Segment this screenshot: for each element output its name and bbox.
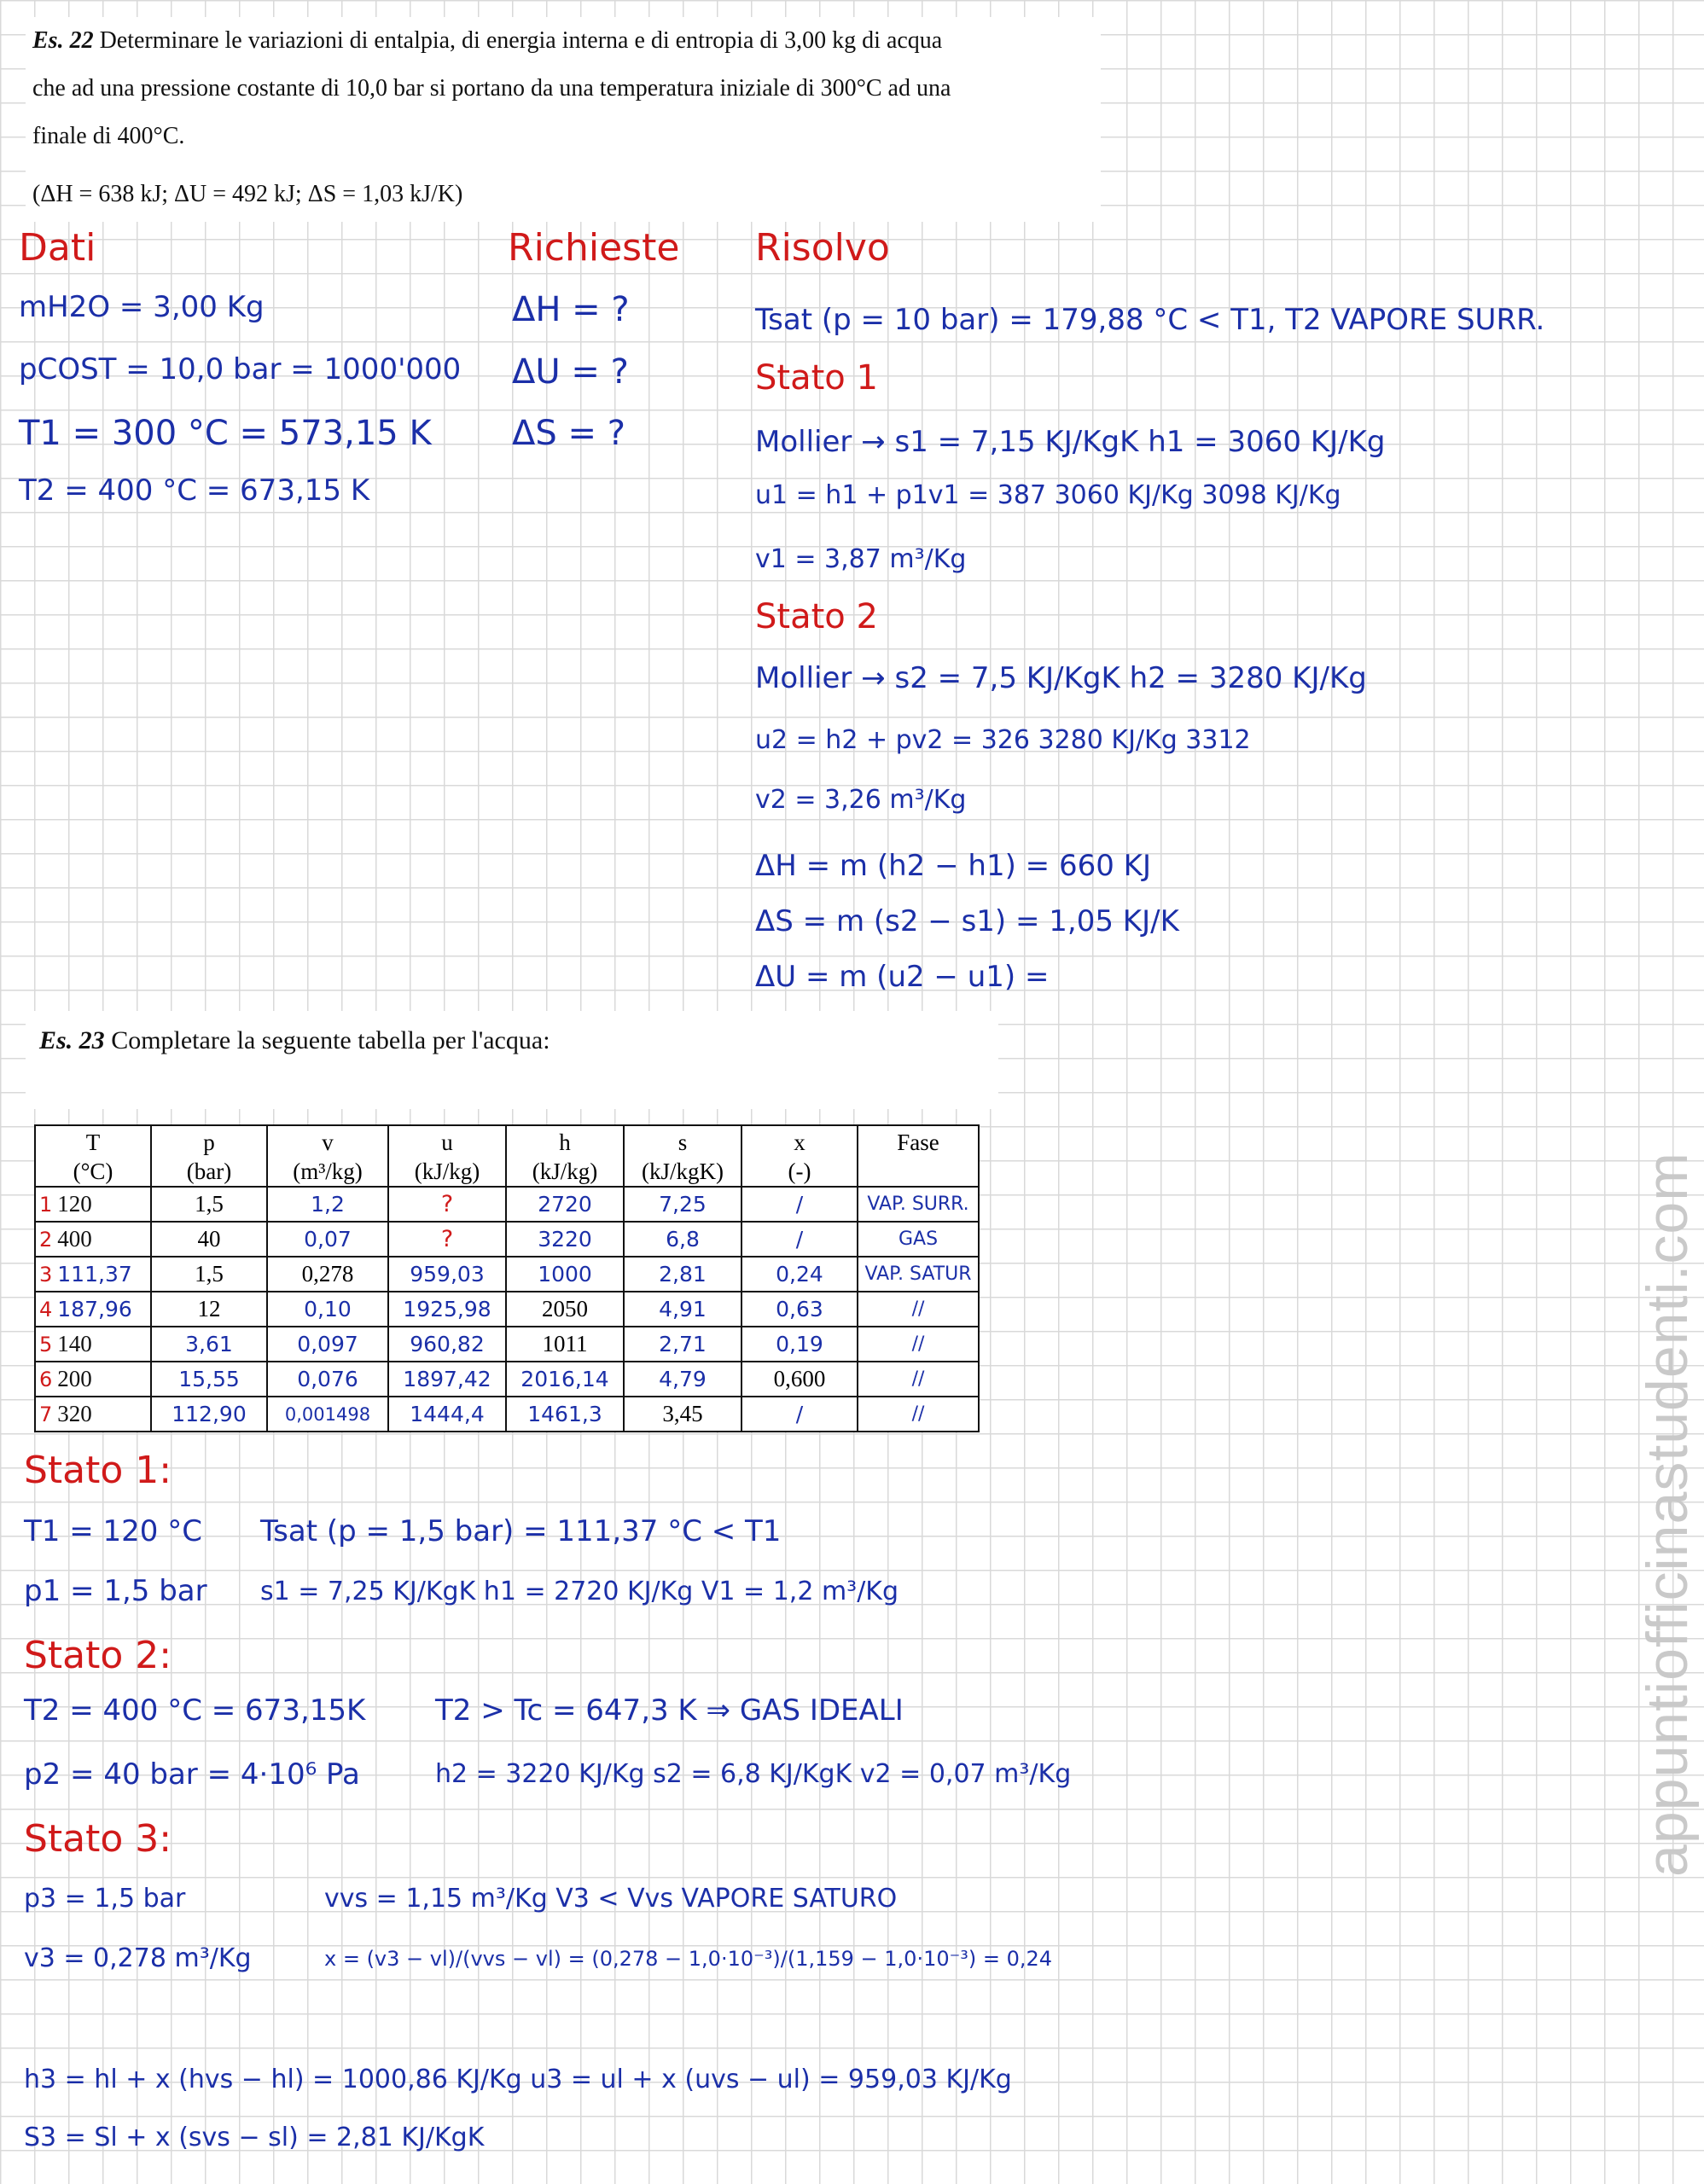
exercise-22-line-3: finale di 400°C. [32,123,185,149]
cell-p: 1,5 [151,1187,267,1222]
cell-u: 1897,42 [388,1362,506,1397]
sol23-stato-3-bottom-1: h3 = hl + x (hvs − hl) = 1000,86 KJ/Kg u3 = ul + x (uvs − ul) = 959,03 KJ/Kg [24,2065,1012,2094]
cell-s: 3,45 [624,1397,742,1432]
cell-x: / [742,1222,858,1257]
delta-h-line: ΔH = m (h2 − h1) = 660 KJ [755,849,1151,883]
cell-h: 2050 [506,1292,624,1327]
cell-s: 4,79 [624,1362,742,1397]
sol23-stato-1-right-1: Tsat (p = 1,5 bar) = 111,37 °C < T1 [260,1514,782,1548]
cell-fase: VAP. SURR. [858,1187,979,1222]
sol23-stato-1-right-2: s1 = 7,25 KJ/KgK h1 = 2720 KJ/Kg V1 = 1,2 m³/Kg [260,1577,899,1606]
richieste-line-3: ΔS = ? [512,414,625,453]
cell-h: 2016,14 [506,1362,624,1397]
cell-h: 1461,3 [506,1397,624,1432]
table-row [35,1257,979,1292]
richieste-line-1: ΔH = ? [512,290,630,329]
water-properties-table [34,1124,980,1432]
exercise-22-block [26,17,1101,222]
cell-x: 0,600 [742,1362,858,1397]
sol23-stato-1-line-2: p1 = 1,5 bar [24,1574,207,1608]
richieste-line-2: ΔU = ? [512,352,629,392]
cell-h: 1011 [506,1327,624,1362]
cell-u: 959,03 [388,1257,506,1292]
cell-u: 1925,98 [388,1292,506,1327]
stato-2-line-2: u2 = h2 + pv2 = 326 3280 KJ/Kg 3312 [755,725,1251,755]
cell-T: 5 140 [35,1327,151,1362]
cell-s: 2,81 [624,1257,742,1292]
properties-table [34,1124,980,1432]
sol23-stato-2-right-2: h2 = 3220 KJ/Kg s2 = 6,8 KJ/KgK v2 = 0,07 m³/Kg [435,1759,1072,1789]
cell-v: 0,097 [267,1327,388,1362]
stato-1-line-1: Mollier → s1 = 7,15 KJ/KgK h1 = 3060 KJ/Kg [755,425,1386,459]
stato-1-line-2: u1 = h1 + p1v1 = 387 3060 KJ/Kg 3098 KJ/Kg [755,480,1341,510]
sol23-stato-1-heading: Stato 1: [24,1449,172,1492]
delta-s-line: ΔS = m (s2 − s1) = 1,05 KJ/K [755,904,1179,938]
sol23-stato-2-line-2: p2 = 40 bar = 4·10⁶ Pa [24,1757,360,1792]
table-header-row [35,1125,979,1187]
header-T: T (°C) [35,1125,151,1187]
cell-T: 4 187,96 [35,1292,151,1327]
cell-p: 1,5 [151,1257,267,1292]
cell-h: 2720 [506,1187,624,1222]
cell-u: ? [388,1187,506,1222]
cell-fase: // [858,1397,979,1432]
cell-s: 7,25 [624,1187,742,1222]
sol23-stato-3-bottom-2: S3 = Sl + x (svs − sl) = 2,81 KJ/KgK [24,2123,485,2152]
stato-2-line-1: Mollier → s2 = 7,5 KJ/KgK h2 = 3280 KJ/Kg [755,661,1367,695]
dati-line-1: mH2O = 3,00 Kg [19,290,265,324]
cell-x: 0,24 [742,1257,858,1292]
tsat-line: Tsat (p = 10 bar) = 179,88 °C < T1, T2 VAPORE SURR. [755,303,1545,337]
sol23-stato-3-line-1: p3 = 1,5 bar [24,1884,186,1914]
exercise-23-line: Es. 23 Completare la seguente tabella per l'acqua: [39,1026,550,1054]
risolvo-heading: Risolvo [755,226,890,270]
cell-fase: GAS [858,1222,979,1257]
header-fase: Fase [858,1125,979,1187]
stato-1-line-3: v1 = 3,87 m³/Kg [755,544,967,574]
cell-T: 7 320 [35,1397,151,1432]
exercise-23-block [26,1011,998,1109]
header-u: u (kJ/kg) [388,1125,506,1187]
cell-s: 2,71 [624,1327,742,1362]
table-row [35,1187,979,1222]
cell-v: 0,001498 [267,1397,388,1432]
exercise-22-line-1: Es. 22 Determinare le variazioni di entalpia, di energia interna e di entropia di 3,00 kg di acqua [32,27,943,54]
cell-p: 40 [151,1222,267,1257]
cell-T: 6 200 [35,1362,151,1397]
sol23-stato-3-heading: Stato 3: [24,1817,172,1861]
cell-T: 2 400 [35,1222,151,1257]
sol23-stato-2-line-1: T2 = 400 °C = 673,15K [24,1693,366,1728]
cell-v: 0,10 [267,1292,388,1327]
cell-v: 0,278 [267,1257,388,1292]
richieste-heading: Richieste [508,226,680,270]
cell-v: 0,07 [267,1222,388,1257]
cell-s: 4,91 [624,1292,742,1327]
dati-line-3: T1 = 300 °C = 573,15 K [19,414,432,453]
cell-p: 12 [151,1292,267,1327]
dati-line-4: T2 = 400 °C = 673,15 K [19,473,370,508]
exercise-22-line-2: che ad una pressione costante di 10,0 bar si portano da una temperatura iniziale di 300°C ad una [32,75,951,102]
cell-v: 1,2 [267,1187,388,1222]
sol23-stato-3-line-2: v3 = 0,278 m³/Kg [24,1943,252,1973]
cell-u: ? [388,1222,506,1257]
cell-T: 3 111,37 [35,1257,151,1292]
cell-s: 6,8 [624,1222,742,1257]
table-row [35,1362,979,1397]
cell-x: 0,63 [742,1292,858,1327]
sol23-stato-3-mid-1: vvs = 1,15 m³/Kg V3 < Vvs VAPORE SATURO [324,1884,898,1914]
cell-fase: // [858,1362,979,1397]
sol23-stato-1-line-1: T1 = 120 °C [24,1514,202,1548]
cell-x: / [742,1187,858,1222]
stato-1-heading: Stato 1 [755,358,878,398]
table-row [35,1222,979,1257]
watermark: appuntiofficinastudenti.com [1635,1152,1700,1877]
exercise-23-label: Es. 23 [39,1026,105,1054]
cell-u: 960,82 [388,1327,506,1362]
stato-2-heading: Stato 2 [755,597,878,636]
cell-p: 3,61 [151,1327,267,1362]
cell-T: 1 120 [35,1187,151,1222]
cell-p: 112,90 [151,1397,267,1432]
cell-fase: // [858,1292,979,1327]
sol23-stato-3-mid-2: x = (v3 − vl)/(vvs − vl) = (0,278 − 1,0·10⁻³)/(1,159 − 1,0·10⁻³) = 0,24 [324,1947,1053,1971]
header-h: h (kJ/kg) [506,1125,624,1187]
header-p: p (bar) [151,1125,267,1187]
exercise-22-answer: (ΔH = 638 kJ; ΔU = 492 kJ; ΔS = 1,03 kJ/K) [32,181,463,207]
header-x: x (-) [742,1125,858,1187]
sol23-stato-2-right-1: T2 > Tc = 647,3 K ⇒ GAS IDEALI [435,1693,904,1728]
header-s: s (kJ/kgK) [624,1125,742,1187]
sol23-stato-2-heading: Stato 2: [24,1634,172,1677]
exercise-22-label: Es. 22 [32,27,94,54]
delta-u-line: ΔU = m (u2 − u1) = [755,960,1050,994]
cell-u: 1444,4 [388,1397,506,1432]
cell-h: 3220 [506,1222,624,1257]
dati-heading: Dati [19,226,96,270]
cell-p: 15,55 [151,1362,267,1397]
table-row [35,1292,979,1327]
cell-x: 0,19 [742,1327,858,1362]
table-row [35,1327,979,1362]
cell-fase: // [858,1327,979,1362]
cell-v: 0,076 [267,1362,388,1397]
cell-fase: VAP. SATUR [858,1257,979,1292]
cell-h: 1000 [506,1257,624,1292]
table-row [35,1397,979,1432]
header-v: v (m³/kg) [267,1125,388,1187]
dati-line-2: pCOST = 10,0 bar = 1000'000 [19,352,462,386]
stato-2-line-3: v2 = 3,26 m³/Kg [755,785,967,815]
cell-x: / [742,1397,858,1432]
